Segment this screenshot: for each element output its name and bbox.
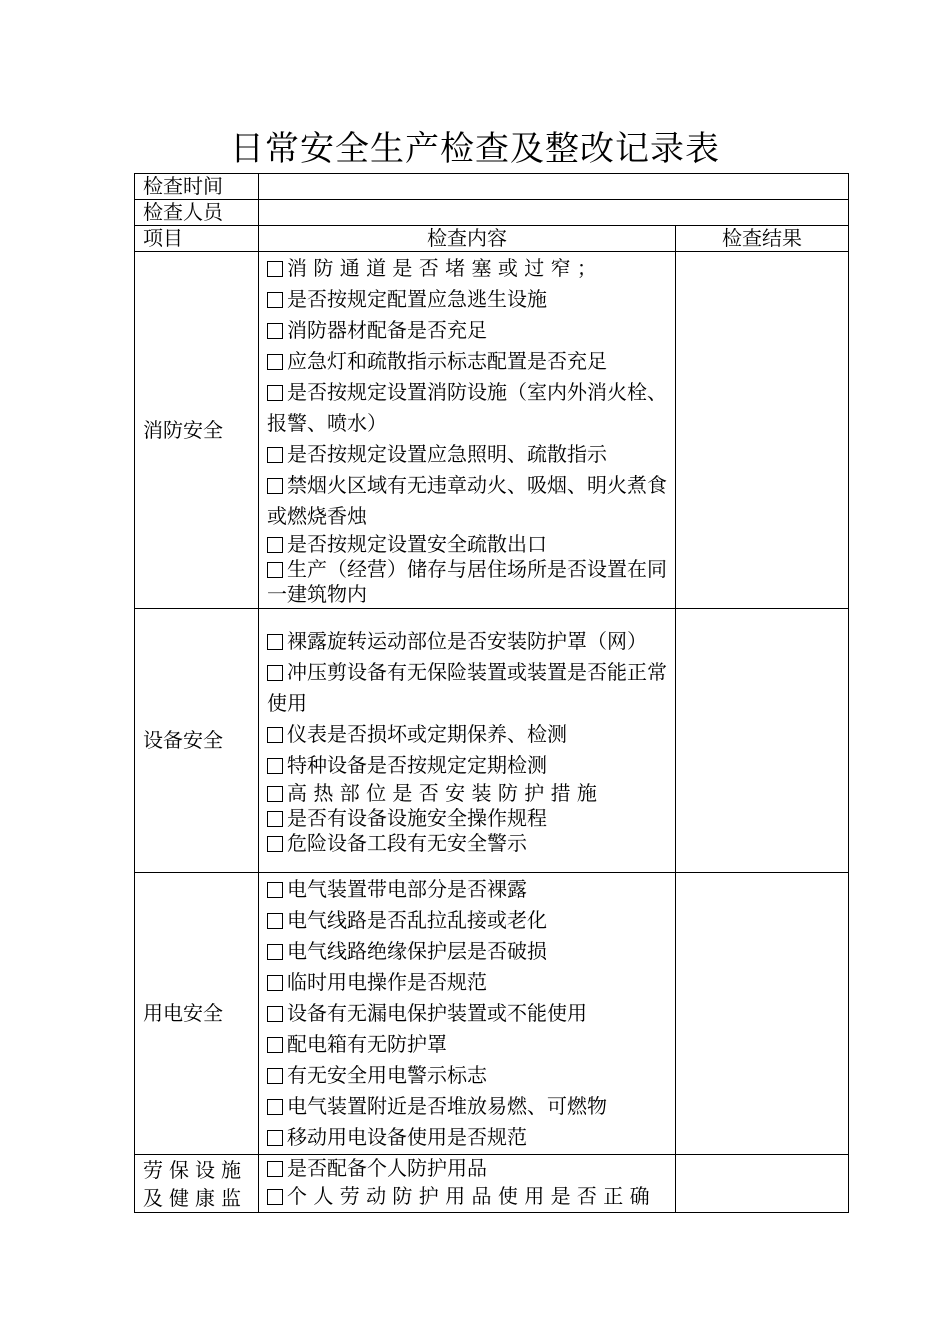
result-cell-labor[interactable] (676, 1155, 849, 1213)
checkbox-icon[interactable] (267, 478, 283, 494)
checkbox-icon[interactable] (267, 882, 283, 898)
check-item[interactable]: 电气装置附近是否堆放易燃、可燃物 (267, 1091, 667, 1122)
person-value-cell[interactable] (259, 200, 849, 226)
check-item[interactable]: 特种设备是否按规定定期检测 (267, 750, 667, 781)
check-item[interactable]: 是否有设备设施安全操作规程 (267, 806, 667, 831)
checkbox-icon[interactable] (267, 758, 283, 774)
section-label-equipment: 设备安全 (135, 609, 259, 873)
check-item[interactable]: 仪表是否损坏或定期保养、检测 (267, 719, 667, 750)
checkbox-icon[interactable] (267, 634, 283, 650)
person-label: 检查人员 (135, 200, 259, 226)
result-cell-electric[interactable] (676, 873, 849, 1155)
checkbox-icon[interactable] (267, 1099, 283, 1115)
checkbox-icon[interactable] (267, 727, 283, 743)
checkbox-icon[interactable] (267, 447, 283, 463)
check-item[interactable]: 生产（经营）储存与居住场所是否设置在同一建筑物内 (267, 557, 667, 606)
checkbox-icon[interactable] (267, 385, 283, 401)
page-title: 日常安全生产检查及整改记录表 (230, 129, 720, 169)
section-row-fire (135, 252, 849, 609)
section-label-labor (135, 1155, 259, 1213)
check-item[interactable]: 是否按规定设置消防设施（室内外消火栓、报警、喷水） (267, 380, 667, 435)
col-header-item: 项目 (135, 226, 259, 252)
check-item[interactable]: 电气线路是否乱拉乱接或老化 (267, 905, 667, 936)
result-cell-equipment[interactable] (676, 609, 849, 873)
check-item[interactable]: 电气线路绝缘保护层是否破损 (267, 936, 667, 967)
checkbox-icon[interactable] (267, 1037, 283, 1053)
checkbox-icon[interactable] (267, 1130, 283, 1146)
section-items-electric (259, 873, 676, 1155)
checkbox-icon[interactable] (267, 1068, 283, 1084)
check-item[interactable]: 设备有无漏电保护装置或不能使用 (267, 998, 667, 1029)
section-row-electric (135, 873, 849, 1155)
checkbox-icon[interactable] (267, 1161, 283, 1177)
check-item[interactable]: 裸露旋转运动部位是否安装防护罩（网） (267, 626, 667, 657)
check-item[interactable]: 应急灯和疏散指示标志配置是否充足 (267, 346, 667, 377)
col-header-result: 检查结果 (676, 226, 849, 252)
checkbox-icon[interactable] (267, 1189, 283, 1205)
check-item[interactable]: 个 人 劳 动 防 护 用 品 使 用 是 否 正 确 (267, 1181, 667, 1212)
section-row-equipment (135, 609, 849, 873)
checkbox-icon[interactable] (267, 354, 283, 370)
time-value-cell[interactable] (259, 174, 849, 200)
inspection-table (134, 173, 849, 1213)
section-items-equipment (259, 609, 676, 873)
checkbox-icon[interactable] (267, 811, 283, 827)
checkbox-icon[interactable] (267, 261, 283, 277)
check-item[interactable]: 高 热 部 位 是 否 安 装 防 护 措 施 (267, 781, 667, 806)
check-item[interactable]: 是否按规定设置应急照明、疏散指示 (267, 439, 667, 470)
check-item[interactable]: 是否按规定设置安全疏散出口 (267, 532, 667, 557)
checkbox-icon[interactable] (267, 944, 283, 960)
check-item[interactable]: 电气装置带电部分是否裸露 (267, 874, 667, 905)
time-row (135, 174, 849, 200)
check-item[interactable]: 禁烟火区域有无违章动火、吸烟、明火煮食或燃烧香烛 (267, 473, 667, 528)
checkbox-icon[interactable] (267, 665, 283, 681)
checkbox-icon[interactable] (267, 562, 283, 578)
check-item[interactable]: 临时用电操作是否规范 (267, 967, 667, 998)
col-header-content: 检查内容 (259, 226, 676, 252)
check-item[interactable]: 消防器材配备是否充足 (267, 315, 667, 346)
section-items-fire (259, 252, 676, 609)
person-row (135, 200, 849, 226)
checkbox-icon[interactable] (267, 537, 283, 553)
check-item[interactable]: 配电箱有无防护罩 (267, 1029, 667, 1060)
section-label-fire: 消防安全 (135, 252, 259, 609)
check-item[interactable]: 冲压剪设备有无保险装置或装置是否能正常使用 (267, 659, 667, 715)
section-label-labor-line1: 劳保设施 (143, 1157, 247, 1182)
section-label-electric: 用电安全 (135, 873, 259, 1155)
checkbox-icon[interactable] (267, 323, 283, 339)
check-item[interactable]: 消 防 通 道 是 否 堵 塞 或 过 窄 ； (267, 253, 667, 284)
check-item[interactable]: 有无安全用电警示标志 (267, 1060, 667, 1091)
check-item[interactable]: 是否配备个人防护用品 (267, 1156, 667, 1181)
checkbox-icon[interactable] (267, 1006, 283, 1022)
check-item[interactable]: 危险设备工段有无安全警示 (267, 831, 667, 856)
section-items-labor (259, 1155, 676, 1213)
checkbox-icon[interactable] (267, 975, 283, 991)
check-item[interactable]: 是否按规定配置应急逃生设施 (267, 284, 667, 315)
section-row-labor (135, 1155, 849, 1213)
checkbox-icon[interactable] (267, 292, 283, 308)
checkbox-icon[interactable] (267, 786, 283, 802)
section-label-labor-line2: 及健康监 (143, 1185, 247, 1210)
checkbox-icon[interactable] (267, 836, 283, 852)
check-item[interactable]: 移动用电设备使用是否规范 (267, 1122, 667, 1153)
time-label: 检查时间 (135, 174, 259, 200)
column-header-row (135, 226, 849, 252)
checkbox-icon[interactable] (267, 913, 283, 929)
result-cell-fire[interactable] (676, 252, 849, 609)
